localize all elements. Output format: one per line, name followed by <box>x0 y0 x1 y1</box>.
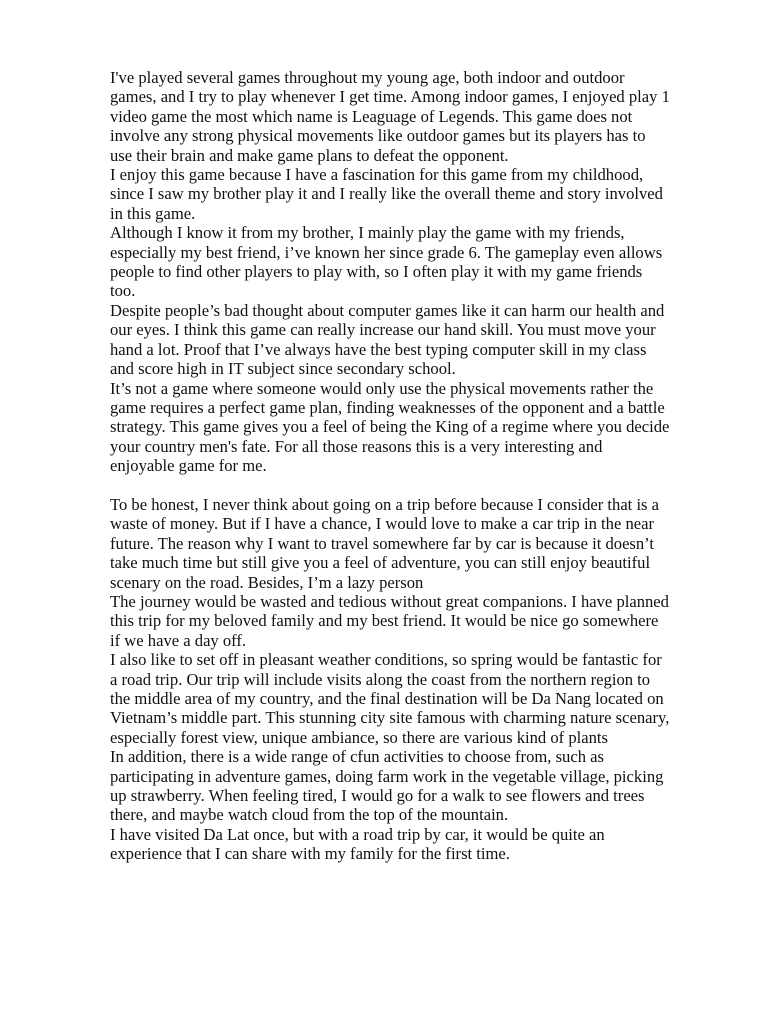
document-page <box>110 68 670 864</box>
paragraph: I've played several games throughout my young age, both indoor and outdoor games, and I try to play whenever I get time. Among indoor games, I enjoyed play 1 video game the most which name is Leaguage of Legends. This game does not involve any strong physical movements like outdoor games but its players has to use their brain and make game plans to defeat the opponent. <box>110 68 670 165</box>
paragraph: Although I know it from my brother, I mainly play the game with my friends, especially my best friend, i’ve known her since grade 6. The gameplay even allows people to find other players to play with, so I often play it with my game friends too. <box>110 223 663 301</box>
paragraph: I have visited Da Lat once, but with a road trip by car, it would be quite an experience that I can share with my family for the first time. <box>110 824 605 864</box>
paragraph: Despite people’s bad thought about computer games like it can harm our health and our eyes. I think this game can really increase our hand skill. You must move your hand a lot. Proof that I’ve always have the best typing computer skill in my class and score high in IT subject since secondary school. <box>110 300 665 379</box>
paragraph: It’s not a game where someone would only use the physical movements rather the game requires a perfect game plan, finding weaknesses of the opponent and a battle strategy. This game gives you a feel of being the King of a regime where you decide your country men's fate. For all those reasons this is a very interesting and enjoyable game for me. <box>110 378 670 476</box>
paragraph: In addition, there is a wide range of cfun activities to choose from, such as participating in adventure games, doing farm work in the vegetable village, picking up strawberry. When feeling tired, I would go for a walk to see flowers and trees there, and maybe watch cloud from the top of the mountain. <box>110 747 664 825</box>
paragraph: I also like to set off in pleasant weather conditions, so spring would be fantastic for a road trip. Our trip will include visits along the coast from the northern region to the middle area of my country, and the final destination will be Da Nang located on Vietnam’s middle part. This stunning city site famous with charming nature scenary, especially forest view, unique ambiance, so there are various kind of plants <box>110 650 670 747</box>
essay-favorite-game <box>110 68 670 476</box>
paragraph: To be honest, I never think about going on a trip before because I consider that is a waste of money. But if I have a chance, I would love to make a car trip in the near future. The reason why I want to travel somewhere far by car is because it doesn’t take much time but still give you a feel of adventure, you can still enjoy beautiful scenary on the road. Besides, I’m a lazy person <box>110 494 660 592</box>
paragraph: I enjoy this game because I have a fascination for this game from my childhood, since I saw my brother play it and I really like the overall theme and story involved in this game. <box>110 165 663 223</box>
paragraph: The journey would be wasted and tedious without great companions. I have planned this trip for my beloved family and my best friend. It would be nice go somewhere if we have a day off. <box>110 591 669 650</box>
essay-car-trip <box>110 495 670 864</box>
